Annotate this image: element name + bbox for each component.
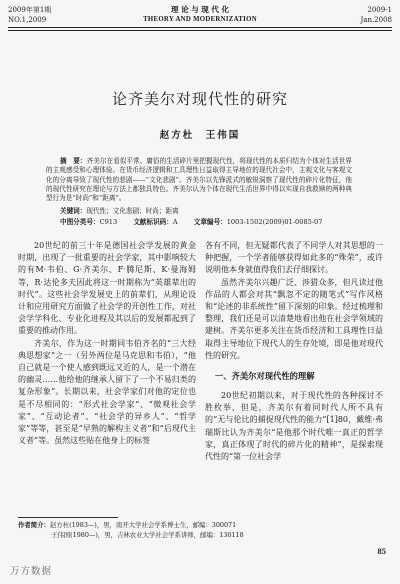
author-footnotes [18, 520, 388, 540]
journal-name-en: THEORY AND MODERNIZATION [143, 16, 257, 23]
body-paragraph: 20世纪的前三十年是德国社会学发展的黄金时期，出现了一批重要的社会学家，其中影响较大的有M·韦伯、G·齐美尔、F·腾尼斯、K·曼海姆等，R·达伦多夫因此将这一时期称为“英雄辈出的时代”。这些社会学发展史上的前辈们，从理论设计和应用研究方面做了社会学的开创性工作，对社会学学科化、专业化进程及其以后的发展都起到了重要的推动作用。 [18, 241, 196, 336]
header-issue-right [360, 5, 392, 25]
clc-label: 中图分类号： [60, 218, 100, 226]
abstract [46, 157, 352, 203]
abstract-text: 齐美尔在看似平常、庸俗的生活碎片里把握现代性，将现代性的本质归结为个体对生活世界的主观感受和心理体验。在货币经济逻辑和工具理性日益取得主导地位的现代社会中，主观文化与客观文化的分离导致了现代性的悲剧——“文化悲剧”。齐美尔以先锋派式的敏锐洞察了现代性的碎片化特征，他的现代性研究在理论与方法上都独具特色。齐美尔认为个体在现代生活世界中得以实现自我救赎的两种典型行为是“时尚”和“距离”。 [46, 157, 352, 203]
header-journal [0, 5, 400, 25]
keywords-label: 关键词： [60, 207, 87, 215]
header-rule-thick [8, 27, 392, 28]
article-title: 论齐美尔对现代性的研究 [111, 90, 288, 108]
header-issue-en: NO.1,2009 [8, 16, 47, 24]
article-authors: 赵方杜 王伟国 [159, 130, 241, 141]
body-paragraph-continued: 各有不同，但无疑都代表了不同学人对其思想的一种把握，一个学者能够获得如此多的“殊荣”，或许说明他本身就值得我们去仔细探讨。 [205, 241, 383, 275]
body-column-left [18, 240, 196, 512]
header-issue-date: Jan.2008 [360, 16, 392, 24]
abstract-label: 摘 要： [60, 157, 87, 165]
classification-line [60, 218, 360, 227]
clc-value: C913 [99, 218, 118, 226]
footnote-rule [18, 517, 118, 518]
body-paragraph: 虽然齐美尔兴趣广泛、涉猎众多，但凡读过他作品的人都会对其“飘忽不定的随笔式”写作风格和“论述的非系统性”留下深刻的印象。经过梳理和整理，我们还是可以清楚地看出他在社会学领域的建树。齐美尔更多关注在货币经济和工具理性日益取得主导地位下现代人的生存处境，即是他对现代性的研究。 [205, 277, 383, 360]
keywords [60, 207, 352, 216]
header-issue-cn: 2009年第1期 [8, 6, 52, 14]
header-rule-thin [8, 30, 392, 31]
doc-code-label: 文献标识码： [133, 218, 173, 226]
footnote-author-1 [18, 520, 388, 530]
body-paragraph: 20世纪初期以来，对于现代性的各种探讨不胜枚举，但是，齐美尔有着同时代人所不具有的“无与伦比的捕捉现代性的能力”[1]80，戴维·弗瑞斯比认为齐美尔“是他那个时代唯一真正的哲学家，真正体现了时代的碎片化的精神”，是探索现代性的“第一位社会学 [205, 391, 383, 462]
article-no-value: 1003-1502(2009)01-0085-07 [226, 218, 323, 226]
doc-code-value: A [172, 218, 178, 226]
body-paragraph: 齐美尔，作为这一时期同韦伯齐名的“三大经典思想家”之一（另外两位是马克思和韦伯），“他自己就是一个使人感到既远又近的人，是一个潜在的幽灵……他给他的继承人留下了一个不易归类的复杂形象”。长期以来，社会学家们对他的定位也是不尽相同的：“形式社会学家”、“微观社会学家”、“互动论者”、“社会学的异乡人”、“哲学家”等等，甚至是“早熟的解构主义者”和“后现代主义者”等。虽然这些贴在他身上的标签 [18, 338, 196, 446]
footnote-author-1-text: 赵方杜(1983—)，男，南开大学社会学系博士生，邮编：300071 [49, 521, 237, 529]
section-heading: 一、齐美尔对现代性的理解 [214, 371, 315, 382]
watermark: 万方数据 [10, 566, 53, 577]
keywords-text: 现代性；文化悲剧；时尚；距离 [86, 207, 179, 215]
header-issue-number: 2009-1 [367, 6, 392, 14]
footnote-author-2: 王伟国(1980—)，男，吉林农业大学社会学系讲师，邮编：130118 [51, 531, 244, 539]
body-column-right [205, 240, 383, 512]
page-number: 85 [377, 546, 386, 556]
footnote-label: 作者简介： [18, 521, 50, 529]
journal-name-cn: 理 论 与 现 代 化 [170, 5, 230, 14]
article-no-label: 文章编号： [193, 218, 227, 226]
